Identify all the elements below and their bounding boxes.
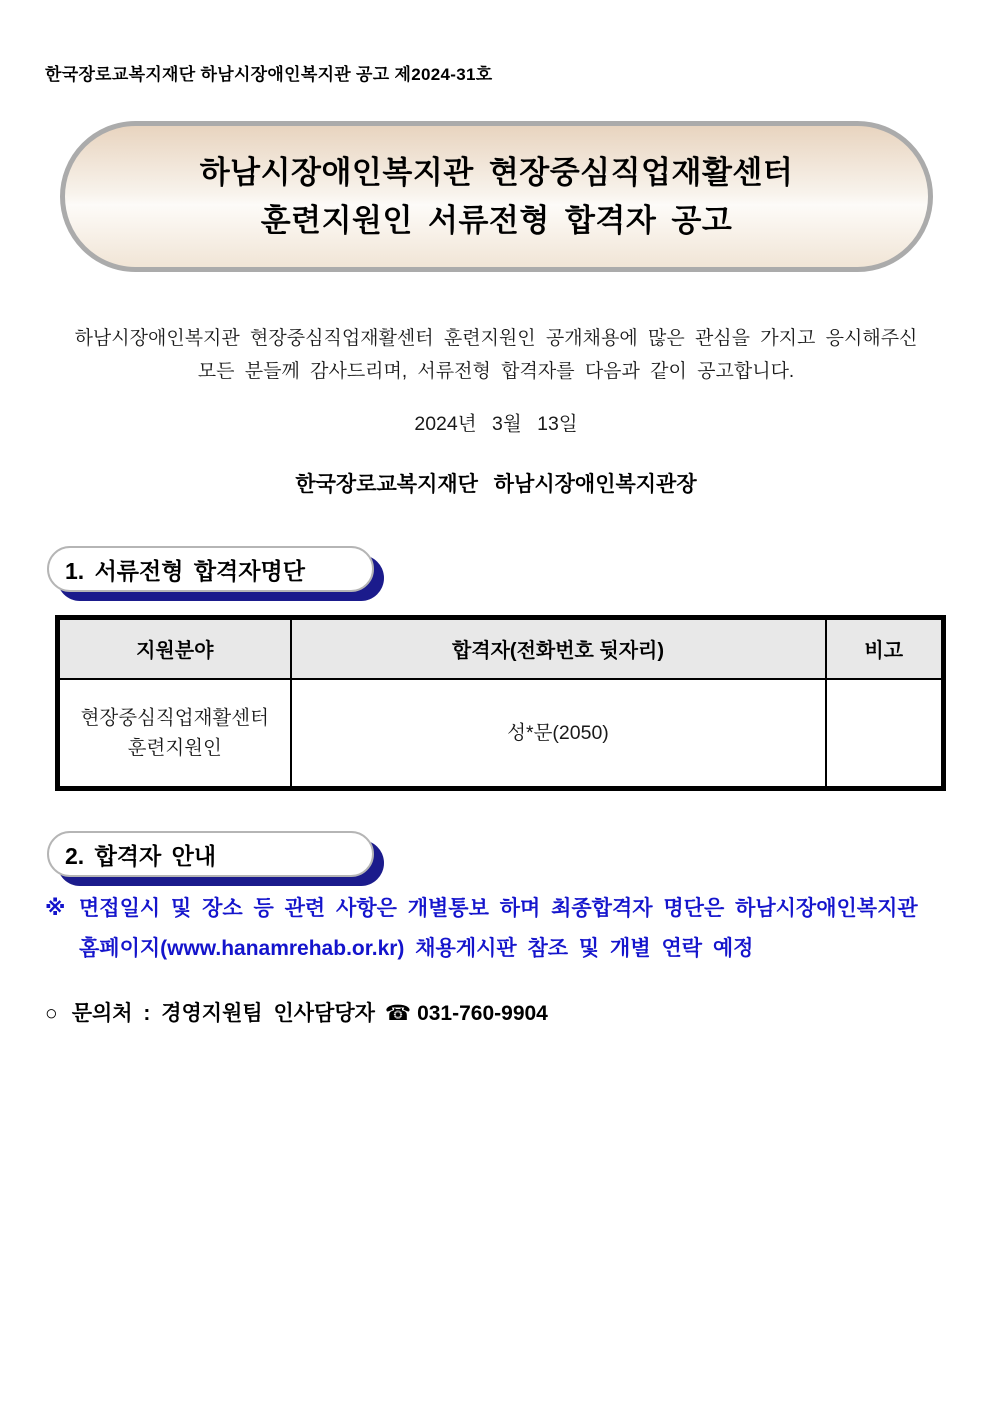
title-line-1: 하남시장애인복지관 현장중심직업재활센터 bbox=[199, 154, 794, 190]
telephone-icon: ☎ bbox=[384, 1002, 412, 1025]
intro-line-2: 모든 분들께 감사드리며, 서류전형 합격자를 다음과 같이 공고합니다. bbox=[197, 361, 795, 382]
announcement-date: 2024년 3월 13일 bbox=[414, 413, 578, 435]
title-banner bbox=[60, 121, 933, 272]
notice-number-line: 한국장로교복지재단 하남시장애인복지관 공고 제2024-31호 bbox=[45, 65, 493, 84]
cell-note bbox=[826, 679, 944, 789]
section-heading-pass-list bbox=[47, 546, 374, 592]
section-heading-pass-guide-label: 2. 합격자 안내 bbox=[47, 831, 374, 877]
table-header-row bbox=[58, 618, 944, 679]
contact-line bbox=[45, 997, 548, 1027]
section-heading-pass-list-label: 1. 서류전형 합격자명단 bbox=[47, 546, 374, 592]
column-header-note: 비고 bbox=[826, 618, 944, 679]
contact-label: 문의처 : 경영지원팀 인사담당자 bbox=[71, 1002, 375, 1025]
intro-line-1: 하남시장애인복지관 현장중심직업재활센터 훈련지원인 공개채용에 많은 관심을 가지고 응시해주신 bbox=[74, 328, 918, 349]
pass-list-table bbox=[55, 615, 946, 791]
cell-field bbox=[58, 679, 291, 789]
interview-notice-line-1: 면접일시 및 장소 등 관련 사항은 개별통보 하며 최종합격자 명단은 하남시장애인복지관 bbox=[79, 897, 918, 920]
reference-mark-icon: ※ bbox=[45, 897, 66, 920]
contact-phone-number: 031-760-9904 bbox=[417, 1002, 548, 1025]
interview-notice-line-2: 홈페이지(www.hanamrehab.or.kr) 채용게시판 참조 및 개별 연락 예정 bbox=[79, 937, 754, 960]
circle-bullet-icon: ○ bbox=[45, 1002, 58, 1025]
title-line-2: 훈련지원인 서류전형 합격자 공고 bbox=[260, 202, 733, 238]
cell-passer: 성*문(2050) bbox=[291, 679, 826, 789]
column-header-field: 지원분야 bbox=[58, 618, 291, 679]
table-row bbox=[58, 679, 944, 789]
interview-notice-text bbox=[79, 889, 957, 969]
interview-notice bbox=[45, 889, 957, 969]
column-header-passer: 합격자(전화번호 뒷자리) bbox=[291, 618, 826, 679]
cell-field-line-1: 현장중심직업재활센터 bbox=[80, 706, 269, 729]
signer-name: 한국장로교복지재단 하남시장애인복지관장 bbox=[295, 473, 697, 496]
intro-paragraph bbox=[0, 322, 992, 388]
cell-field-line-2: 훈련지원인 bbox=[127, 736, 222, 759]
section-heading-pass-guide bbox=[47, 831, 374, 877]
